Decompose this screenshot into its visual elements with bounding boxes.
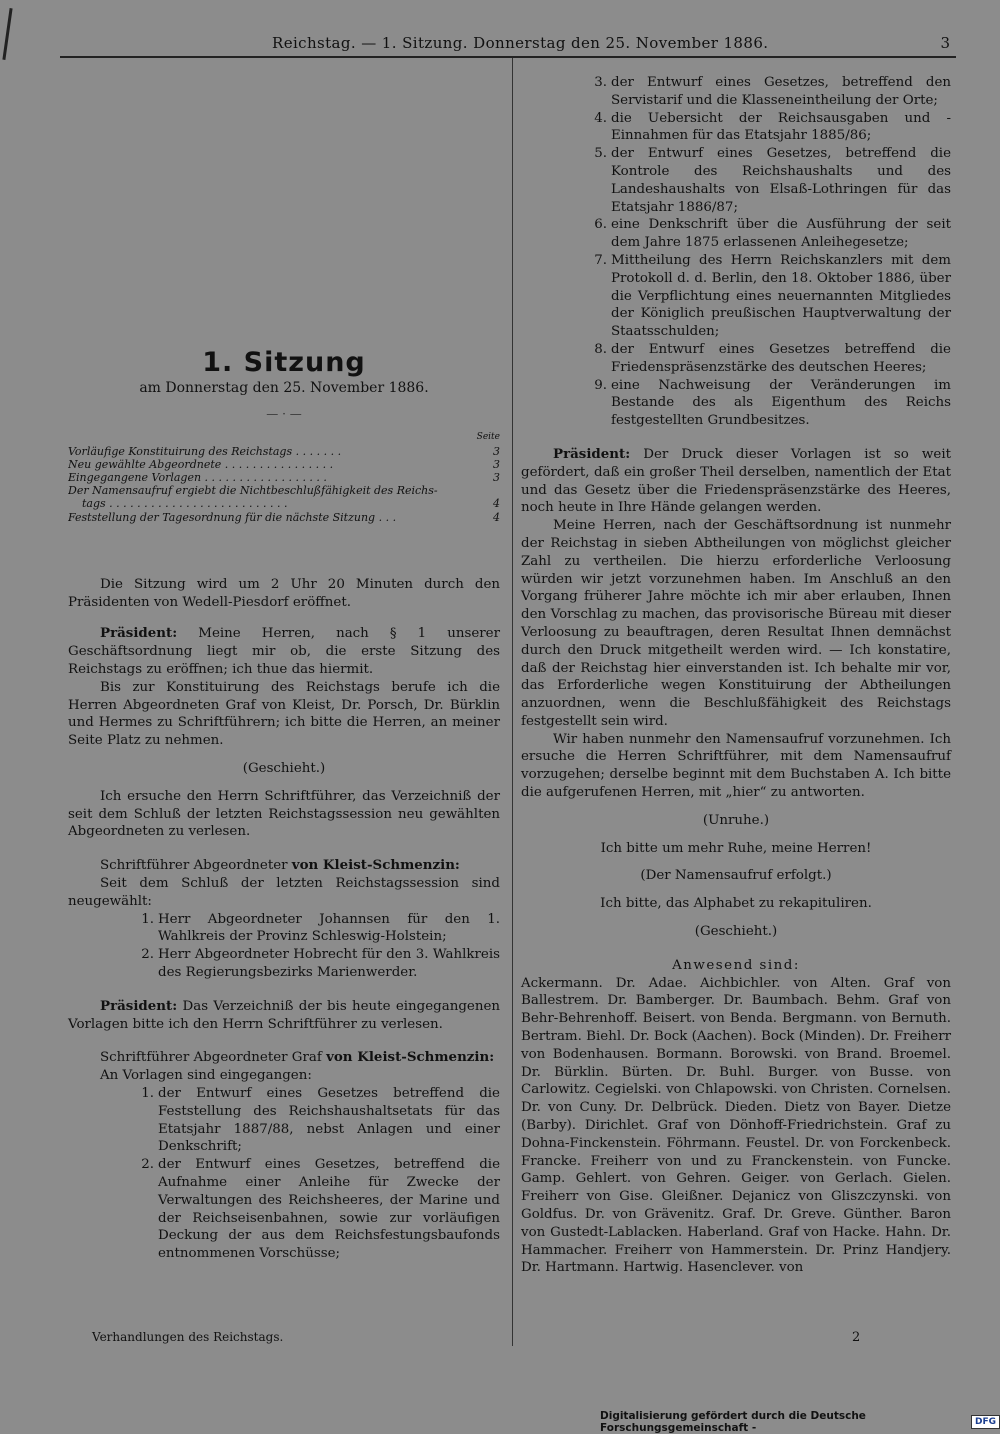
stage-direction: (Geschieht.)	[242, 760, 326, 776]
present-heading: Anwesend sind:	[672, 957, 800, 973]
list-item	[585, 216, 951, 252]
paragraph: Ich bitte um mehr Ruhe, meine Herren!	[600, 840, 872, 856]
toc-heading: Seite	[476, 432, 500, 443]
opening-paragraph: Die Sitzung wird um 2 Uhr 20 Minuten durch den Präsidenten von Wedell-Piesdorf eröffnet.	[68, 576, 500, 610]
item-text: der Entwurf eines Gesetzes, betreffend die Kontrole des Reichshaushalts und des Landeshaushalts von Elsaß-Lothringen für das Etatsjahr 1886/87;	[611, 146, 951, 215]
paragraph: Ich ersuche den Herrn Schriftführer, das Verzeichniß der seit dem Schluß der letzten Reichstagssession neu gewählten Abgeordneten zu verlesen.	[68, 788, 500, 840]
item-number: 1.	[141, 911, 154, 927]
dfg-credit	[600, 1410, 1000, 1434]
list-item	[585, 341, 951, 377]
item-number: 5.	[594, 146, 607, 162]
session-subtitle: am Donnerstag den 25. November 1886.	[139, 379, 429, 396]
item-text: Herr Abgeordneter Johannsen für den 1. Wahlkreis der Provinz Schleswig-Holstein;	[158, 911, 500, 945]
toc-row	[68, 458, 500, 471]
speech-text: Das Verzeichniß der bis heute eingegangenen Vorlagen bitte ich den Herrn Schriftführer zu verlesen.	[68, 998, 500, 1032]
paragraph: Ich bitte, das Alphabet zu rekapituliren.	[600, 896, 872, 912]
toc-row	[68, 497, 500, 510]
president-paragraph	[68, 998, 500, 1034]
list-item	[585, 252, 951, 341]
item-number: 8.	[594, 341, 607, 357]
secretary-paragraph	[68, 1049, 500, 1067]
item-text: eine Nachweisung der Veränderungen im Bestande des als Eigenthum des Reichs festgestellten Grundbesitzes.	[611, 377, 951, 429]
paragraph: Seit dem Schluß der letzten Reichstagssession sind neugewählt:	[68, 875, 500, 909]
toc-label: Der Namensaufruf ergiebt die Nichtbeschlußfähigkeit des Reichs-	[68, 484, 438, 498]
paragraph: Meine Herren, nach der Geschäftsordnung ist nunmehr der Reichstag in sieben Abtheilungen von möglichst gleicher Zahl zu vertheilen. Die hierzu erforderliche Verloosung würden wir jetzt vorzunehmen haben. Im Anschluß an den Vorgang früherer Jahre möchte ich mir aber erlauben, Ihnen den Vorschlag zu machen, das provisorische Büreau mit dieser Verloosung zu beauftragen, deren Resultat Ihnen demnächst durch den Druck mitgetheilt werden wird. — Ich konstatire, daß der Reichstag hier einverstanden ist. Ich behalte mir vor, das Erforderliche wegen Konstituirung der Abtheilungen anzuordnen, wenn die Beschlußfähigkeit des Reichstags festgestellt sein wird.	[521, 518, 951, 729]
secretary-paragraph	[68, 857, 500, 875]
speaker-label: Präsident:	[553, 445, 631, 462]
president-paragraph	[68, 625, 500, 678]
toc-label: Feststellung der Tagesordnung für die nächste Sitzung . . .	[68, 510, 397, 524]
list-item	[585, 74, 951, 110]
toc-page	[480, 484, 500, 497]
stage-direction: (Geschieht.)	[694, 924, 778, 940]
toc-row	[68, 484, 500, 497]
list-item	[585, 145, 951, 216]
speaker-label: Präsident:	[100, 625, 178, 642]
toc-page: 3	[493, 457, 500, 471]
stage-direction: (Unruhe.)	[702, 812, 770, 828]
left-column	[68, 60, 500, 1263]
footer-publication: Verhandlungen des Reichstags.	[92, 1330, 284, 1344]
speaker-intro: Schriftführer Abgeordneter Graf	[100, 1050, 327, 1066]
stage-direction: (Der Namensaufruf erfolgt.)	[640, 868, 832, 884]
toc-page: 4	[493, 497, 500, 511]
bills-list	[68, 1085, 500, 1263]
header-page-number: 3	[940, 34, 950, 52]
footer-signature: 2	[852, 1330, 861, 1345]
item-text: der Entwurf eines Gesetzes betreffend die Feststellung des Reichshaushaltsetats für das Etatsjahr 1887/88, nebst Anlagen und einer Denkschrift;	[158, 1085, 500, 1155]
toc-label: Eingegangene Vorlagen . . . . . . . . . . . . . . . . . .	[68, 471, 327, 484]
toc-row	[68, 511, 500, 524]
list-item	[132, 1156, 500, 1263]
paragraph: An Vorlagen sind eingegangen:	[100, 1068, 312, 1084]
present-members-list: Ackermann. Dr. Adae. Aichbichler. von Alten. Graf von Ballestrem. Dr. Bamberger. Dr. Baumbach. Behm. Graf von Behr-Behrenhoff. Beisert. von Benda. Bergmann. von Bernuth. Bertram. Biehl. Dr. Bock (Aachen). Bock (Minden). Dr. Freiherr von Bodenhausen. Bormann. Borowski. von Brand. Broemel. Dr. Bürklin. Bürten. Dr. Buhl. Burger. von Busse. von Carlowitz. Cegielski. von Chlapowski. von Christen. Cornelsen. Dr. von Cuny. Dr. Delbrück. Dieden. Dietz von Bayer. Dietze (Barby). Dirichlet. Graf von Dönhoff-Friedrichstein. Graf zu Dohna-Finckenstein. Föhrmann. Feustel. Dr. von Forckenbeck. Francke. Freiherr von und zu Franckenstein. von Funcke. Gamp. Gehlert. von Gehren. Geiger. von Gerlach. Gielen. Freiherr von Gise. Gleißner. Dejanicz von Gliszczynski. von Goldfus. Dr. von Grävenitz. Graf. Dr. Greve. Günther. Baron von Gustedt-Lablacken. Haberland. Graf von Hacke. Hahn. Dr. Hammacher. Freiherr von Hammerstein. Dr. Prinz Handjery. Dr. Hartmann. Hartwig. Hasenclever. von	[521, 975, 951, 1276]
dfg-credit-text: Digitalisierung gefördert durch die Deutsche Forschungsgemeinschaft -	[600, 1410, 866, 1434]
item-number: 1.	[141, 1085, 154, 1101]
list-item	[132, 1085, 500, 1156]
president-paragraph	[521, 446, 951, 517]
scan-mark	[2, 8, 12, 60]
item-number: 3.	[594, 75, 607, 90]
title-separator: — · —	[266, 406, 302, 421]
right-column	[521, 74, 951, 1277]
list-item	[132, 946, 500, 982]
item-text: der Entwurf eines Gesetzes, betreffend die Aufnahme einer Anleihe für Zwecke der Verwaltungen des Reichsheeres, der Marine und der Reichseisenbahnen, sowie zur vorläufigen Deckung der aus dem Reichsfestungsbaufonds entnommenen Vorschüsse;	[158, 1157, 500, 1262]
list-item	[585, 377, 951, 430]
item-number: 4.	[594, 110, 607, 126]
running-header	[60, 34, 956, 58]
header-title: Reichstag. — 1. Sitzung. Donnerstag den 25. November 1886.	[272, 34, 769, 52]
toc-row	[68, 445, 500, 458]
item-text: Herr Abgeordneter Hobrecht für den 3. Wahlkreis des Regierungsbezirks Marienwerder.	[158, 947, 500, 980]
item-text: der Entwurf eines Gesetzes betreffend die Friedenspräsenzstärke des deutschen Heeres;	[611, 341, 951, 375]
toc-label: Vorläufige Konstituirung des Reichstags . . . . . . .	[68, 444, 342, 458]
session-title: 1. Sitzung	[202, 347, 366, 378]
column-divider	[512, 58, 513, 1346]
item-number: 7.	[594, 252, 607, 268]
speaker-label: von Kleist-Schmenzin:	[326, 1049, 495, 1066]
item-text: eine Denkschrift über die Ausführung der seit dem Jahre 1875 erlassenen Anleihegesetze;	[611, 217, 951, 251]
list-item	[585, 110, 951, 146]
bills-list-continued	[521, 74, 951, 430]
elected-list	[68, 911, 500, 982]
item-text: die Uebersicht der Reichsausgaben und -Einnahmen für das Etatsjahr 1885/86;	[611, 110, 951, 144]
toc-page: 3	[493, 471, 500, 484]
item-number: 2.	[141, 947, 154, 963]
item-text: Mittheilung des Herrn Reichskanzlers mit dem Protokoll d. d. Berlin, den 18. Oktober 1886, über die Verpflichtung eines neuernannten Mitgliedes der Königlich preußischen Hauptverwaltung der Staatsschulden;	[611, 252, 951, 340]
item-number: 2.	[141, 1157, 154, 1173]
toc-row	[68, 471, 500, 484]
toc-page: 3	[493, 444, 500, 458]
toc-label: tags . . . . . . . . . . . . . . . . . . . . . . . . . .	[82, 497, 288, 511]
paragraph: Wir haben nunmehr den Namensaufruf vorzunehmen. Ich ersuche die Herren Schriftführer, mit dem Namensaufruf vorzugehen; derselbe beginnt mit dem Buchstaben A. Ich bitte die aufgerufenen Herren, mit „hier“ zu antworten.	[521, 731, 951, 801]
table-of-contents	[68, 431, 500, 523]
speaker-intro: Schriftführer Abgeordneter	[100, 858, 292, 874]
speech-text: Der Druck dieser Vorlagen ist so weit gefördert, daß ein großer Theil derselben, namentlich der Etat und das Gesetz über die Friedenspräsenzstärke des Heeres, noch heute in Ihre Hände gelangen werden.	[521, 446, 951, 516]
list-item	[132, 911, 500, 947]
speaker-label: von Kleist-Schmenzin:	[291, 857, 460, 874]
dfg-logo-icon[interactable]: DFG	[971, 1415, 1000, 1429]
item-number: 6.	[594, 217, 607, 233]
paragraph: Bis zur Konstituirung des Reichstags berufe ich die Herren Abgeordneten Graf von Kleist, Dr. Porsch, Dr. Bürklin und Hermes zu Schriftführern; ich bitte die Herren, an meiner Seite Platz zu nehmen.	[68, 679, 500, 749]
toc-page: 4	[493, 510, 500, 524]
item-text: der Entwurf eines Gesetzes, betreffend den Servistarif und die Klasseneintheilung der Orte;	[611, 75, 951, 108]
speaker-label: Präsident:	[100, 997, 178, 1014]
item-number: 9.	[594, 377, 607, 393]
toc-label: Neu gewählte Abgeordnete . . . . . . . . . . . . . . . .	[68, 457, 334, 471]
speech-text: Meine Herren, nach § 1 unserer Geschäftsordnung liegt mir ob, die erste Sitzung des Reichstags zu eröffnen; ich thue das hiermit.	[68, 626, 500, 677]
